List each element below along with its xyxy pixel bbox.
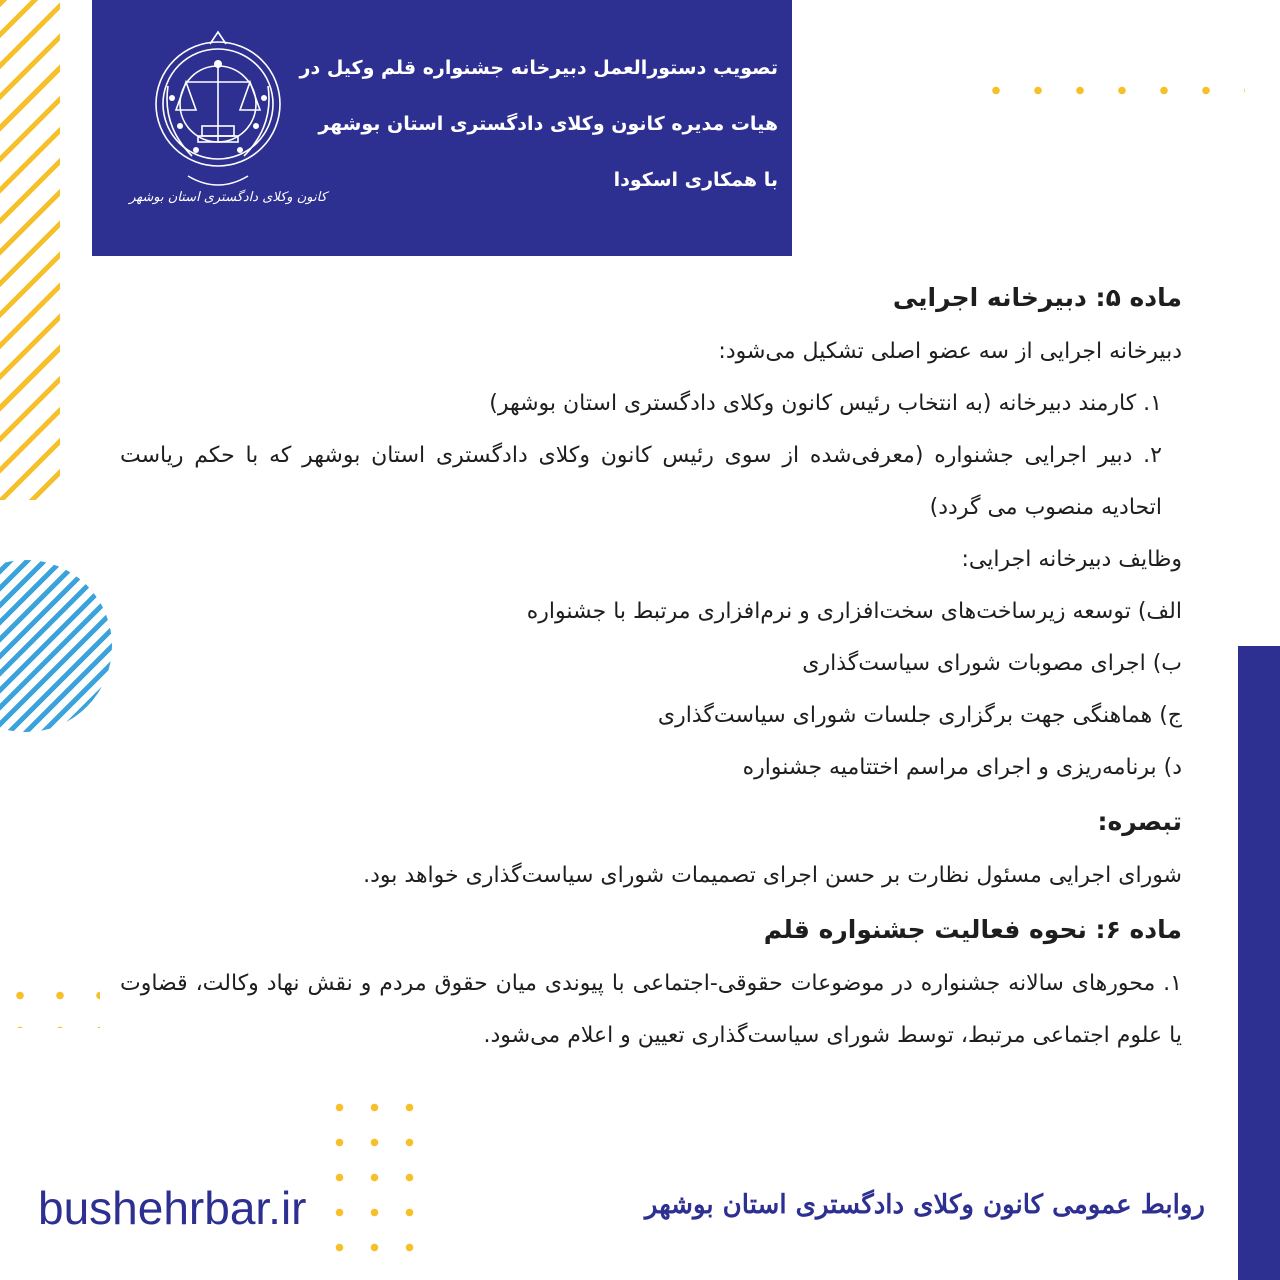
article-5-intro: دبیرخانه اجرایی از سه عضو اصلی تشکیل می‌شود:	[718, 339, 1182, 364]
logo-caption: کانون وکلای دادگستری استان بوشهر	[129, 190, 327, 205]
bar-association-emblem-icon	[152, 26, 284, 191]
duty-item: الف) توسعه زیرساخت‌های سخت‌افزاری و نرم‌افزاری مرتبط با جشنواره	[526, 599, 1182, 624]
header-banner	[92, 0, 792, 256]
header-title-line: هیات مدیره کانون وکلای دادگستری استان بوشهر	[318, 113, 778, 135]
article-6-item: ۱. محورهای سالانه جشنواره در موضوعات حقوقی-اجتماعی با پیوندی میان حقوق مردم و نقش نهاد وکالت، قضاوت یا علوم اجتماعی مرتبط، توسط شورای سیاست‌گذاری تعیین و اعلام می‌شود.	[120, 971, 1182, 1048]
dots-decoration-top-right	[975, 68, 1245, 130]
duty-item: د) برنامه‌ریزی و اجرای مراسم اختتامیه جشنواره	[742, 755, 1182, 780]
duty-item: ج) هماهنگی جهت برگزاری جلسات شورای سیاست‌گذاری	[657, 703, 1182, 728]
yellow-stripes-decoration	[0, 0, 60, 500]
header-title-line: با همکاری اسکودا	[613, 169, 778, 191]
header-title-line: تصویب دستورالعمل دبیرخانه جشنواره قلم وکیل در	[299, 57, 778, 79]
duties-title: وظایف دبیرخانه اجرایی:	[961, 547, 1182, 572]
dots-decoration-bottom-left	[0, 978, 100, 1028]
member-item: ۲. دبیر اجرایی جشنواره (معرفی‌شده از سوی رئیس کانون وکلای دادگستری استان بوشهر که با حکم ریاست اتحادیه منصوب می گردد)	[120, 443, 1162, 520]
note-title: تبصره:	[1097, 807, 1182, 836]
website-url[interactable]: bushehrbar.ir	[38, 1182, 307, 1234]
main-content	[120, 270, 1182, 1062]
dots-decoration-bottom-center	[322, 1090, 440, 1270]
article-6-heading: ماده ۶: نحوه فعالیت جشنواره قلم	[763, 915, 1182, 944]
header-title	[278, 40, 778, 208]
striped-circle-decoration	[0, 560, 112, 732]
note-text: شورای اجرایی مسئول نظارت بر حسن اجرای تصمیمات شورای سیاست‌گذاری خواهد بود.	[363, 863, 1182, 888]
blue-side-bar	[1238, 646, 1280, 1280]
duty-item: ب) اجرای مصوبات شورای سیاست‌گذاری	[802, 651, 1182, 676]
member-item: ۱. کارمند دبیرخانه (به انتخاب رئیس کانون وکلای دادگستری استان بوشهر)	[489, 391, 1162, 416]
article-5-heading: ماده ۵: دبیرخانه اجرایی	[892, 283, 1182, 312]
footer-text: روابط عمومی کانون وکلای دادگستری استان بوشهر	[644, 1190, 1205, 1220]
